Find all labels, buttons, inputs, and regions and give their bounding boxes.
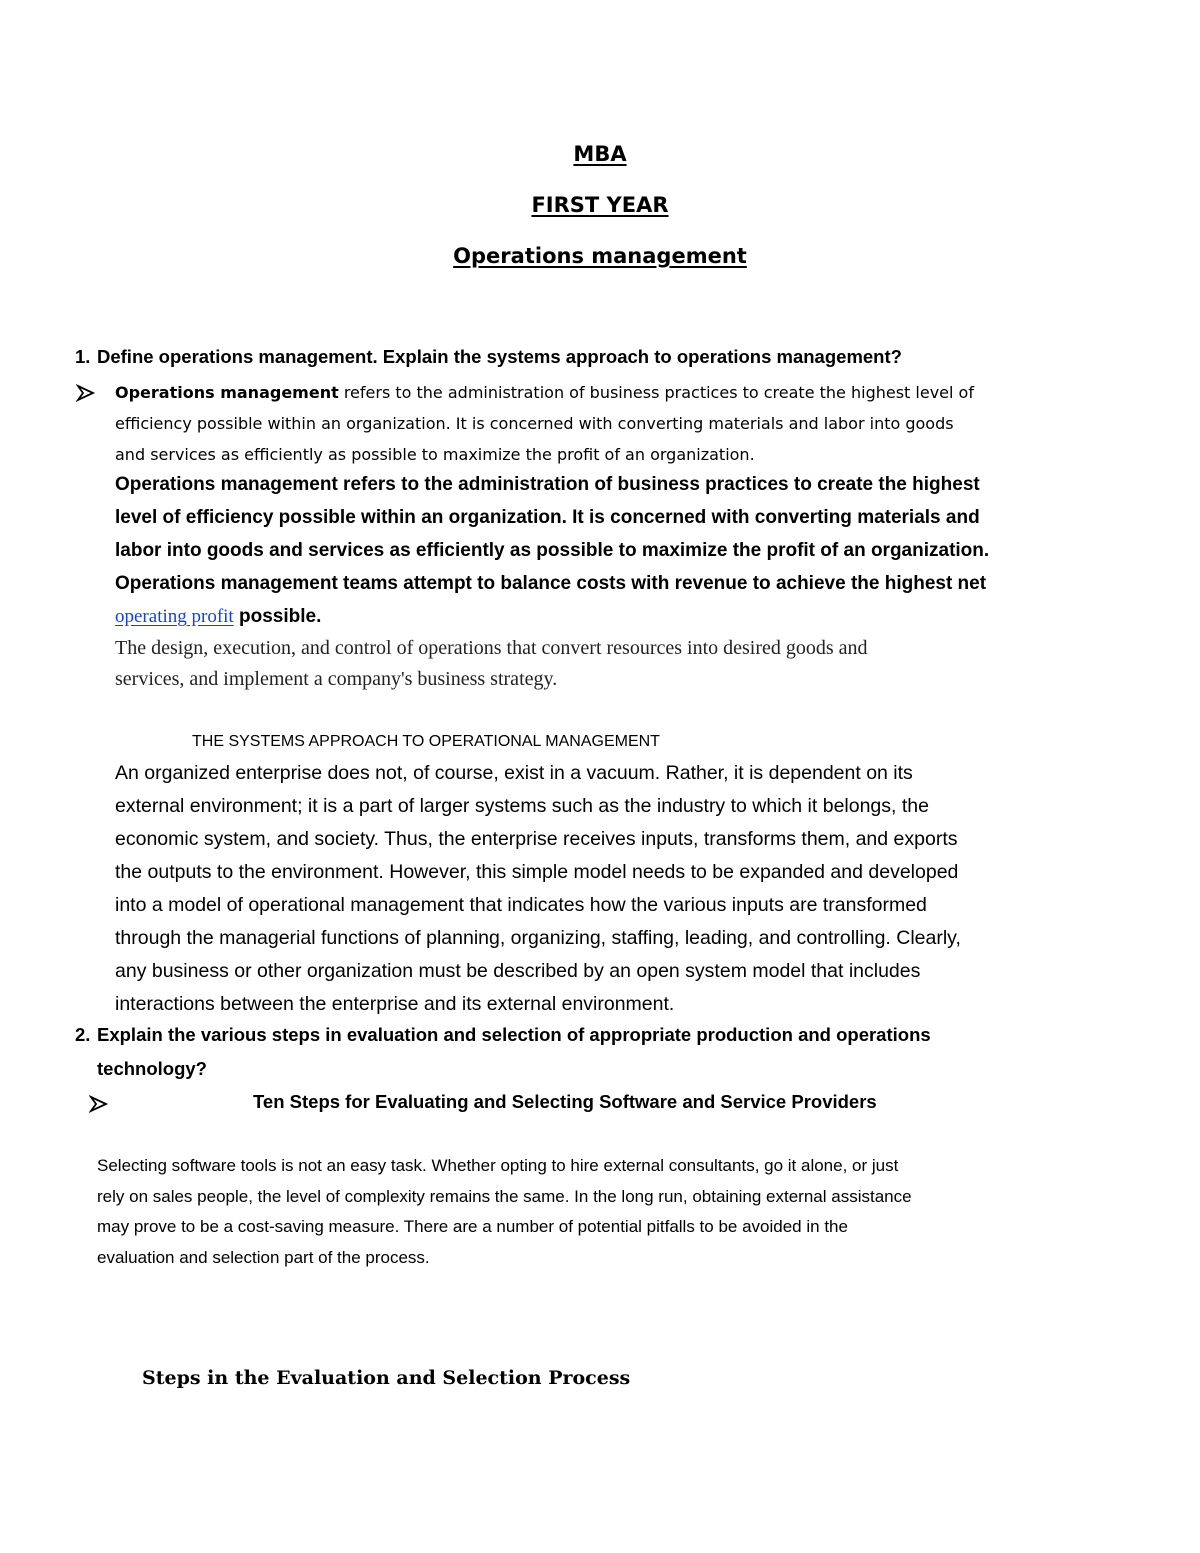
systems-line-7: any business or other organization must be described by an open system model that includes xyxy=(115,960,921,982)
answer-1-line-3: and services as efficiently as possible to maximize the profit of an organization. xyxy=(115,445,755,464)
serif-para-line-2: services, and implement a company's business strategy. xyxy=(115,668,558,690)
ten-steps-subheading: Ten Steps for Evaluating and Selecting Software and Service Providers xyxy=(253,1091,877,1112)
bold-para-line-2: level of efficiency possible within an organization. It is concerned with converting materials and xyxy=(115,507,980,528)
question-2-line-2: technology? xyxy=(97,1058,207,1079)
arrowhead-bullet-icon xyxy=(89,1094,109,1114)
systems-line-3: economic system, and society. Thus, the enterprise receives inputs, transforms them, and exports xyxy=(115,828,958,850)
bold-para-line-5-rest: possible. xyxy=(233,606,322,627)
question-1-number: 1. xyxy=(75,346,91,367)
doc-title-subject: Operations management xyxy=(453,244,747,268)
operating-profit-link[interactable]: operating profit xyxy=(115,606,234,627)
doc-title-mba: MBA xyxy=(573,142,627,166)
question-1-text: Define operations management. Explain the systems approach to operations management? xyxy=(97,346,902,367)
doc-title-first-year: FIRST YEAR xyxy=(531,193,669,217)
bold-para-line-5 xyxy=(115,600,321,633)
answer-1-line-2: efficiency possible within an organization. It is concerned with converting materials and labor into goods xyxy=(115,414,954,433)
systems-line-8: interactions between the enterprise and its external environment. xyxy=(115,993,675,1015)
selecting-para-line-4: evaluation and selection part of the process. xyxy=(97,1248,430,1267)
systems-approach-heading: THE SYSTEMS APPROACH TO OPERATIONAL MANAGEMENT xyxy=(192,733,660,750)
selecting-para-line-3: may prove to be a cost-saving measure. There are a number of potential pitfalls to be avoided in the xyxy=(97,1217,848,1236)
bold-para-line-3: labor into goods and services as efficiently as possible to maximize the profit of an organization. xyxy=(115,540,990,561)
question-2-line-1: Explain the various steps in evaluation and selection of appropriate production and operations xyxy=(97,1024,931,1045)
serif-para-line-1: The design, execution, and control of operations that convert resources into desired goods and xyxy=(115,637,868,659)
arrowhead-bullet-icon xyxy=(76,383,96,403)
answer-1-line-1-rest: refers to the administration of business practices to create the highest level of xyxy=(338,383,974,402)
bold-para-line-4: Operations management teams attempt to balance costs with revenue to achieve the highest net xyxy=(115,573,987,594)
bold-para-line-1: Operations management refers to the administration of business practices to create the highest xyxy=(115,474,980,495)
steps-process-heading: Steps in the Evaluation and Selection Process xyxy=(142,1367,631,1389)
systems-line-5: into a model of operational management that indicates how the various inputs are transformed xyxy=(115,894,927,916)
question-2-number: 2. xyxy=(75,1024,91,1045)
systems-line-6: through the managerial functions of planning, organizing, staffing, leading, and controlling. Clearly, xyxy=(115,927,961,949)
answer-1-line-1 xyxy=(115,377,974,408)
systems-line-2: external environment; it is a part of larger systems such as the industry to which it belongs, the xyxy=(115,795,929,817)
systems-line-1: An organized enterprise does not, of course, exist in a vacuum. Rather, it is dependent on its xyxy=(115,762,913,784)
selecting-para-line-2: rely on sales people, the level of complexity remains the same. In the long run, obtaining external assistance xyxy=(97,1187,912,1206)
selecting-para-line-1: Selecting software tools is not an easy task. Whether opting to hire external consultants, go it alone, or just xyxy=(97,1156,899,1175)
systems-line-4: the outputs to the environment. However, this simple model needs to be expanded and developed xyxy=(115,861,959,883)
answer-1-lead-term: Operations management xyxy=(115,383,339,402)
